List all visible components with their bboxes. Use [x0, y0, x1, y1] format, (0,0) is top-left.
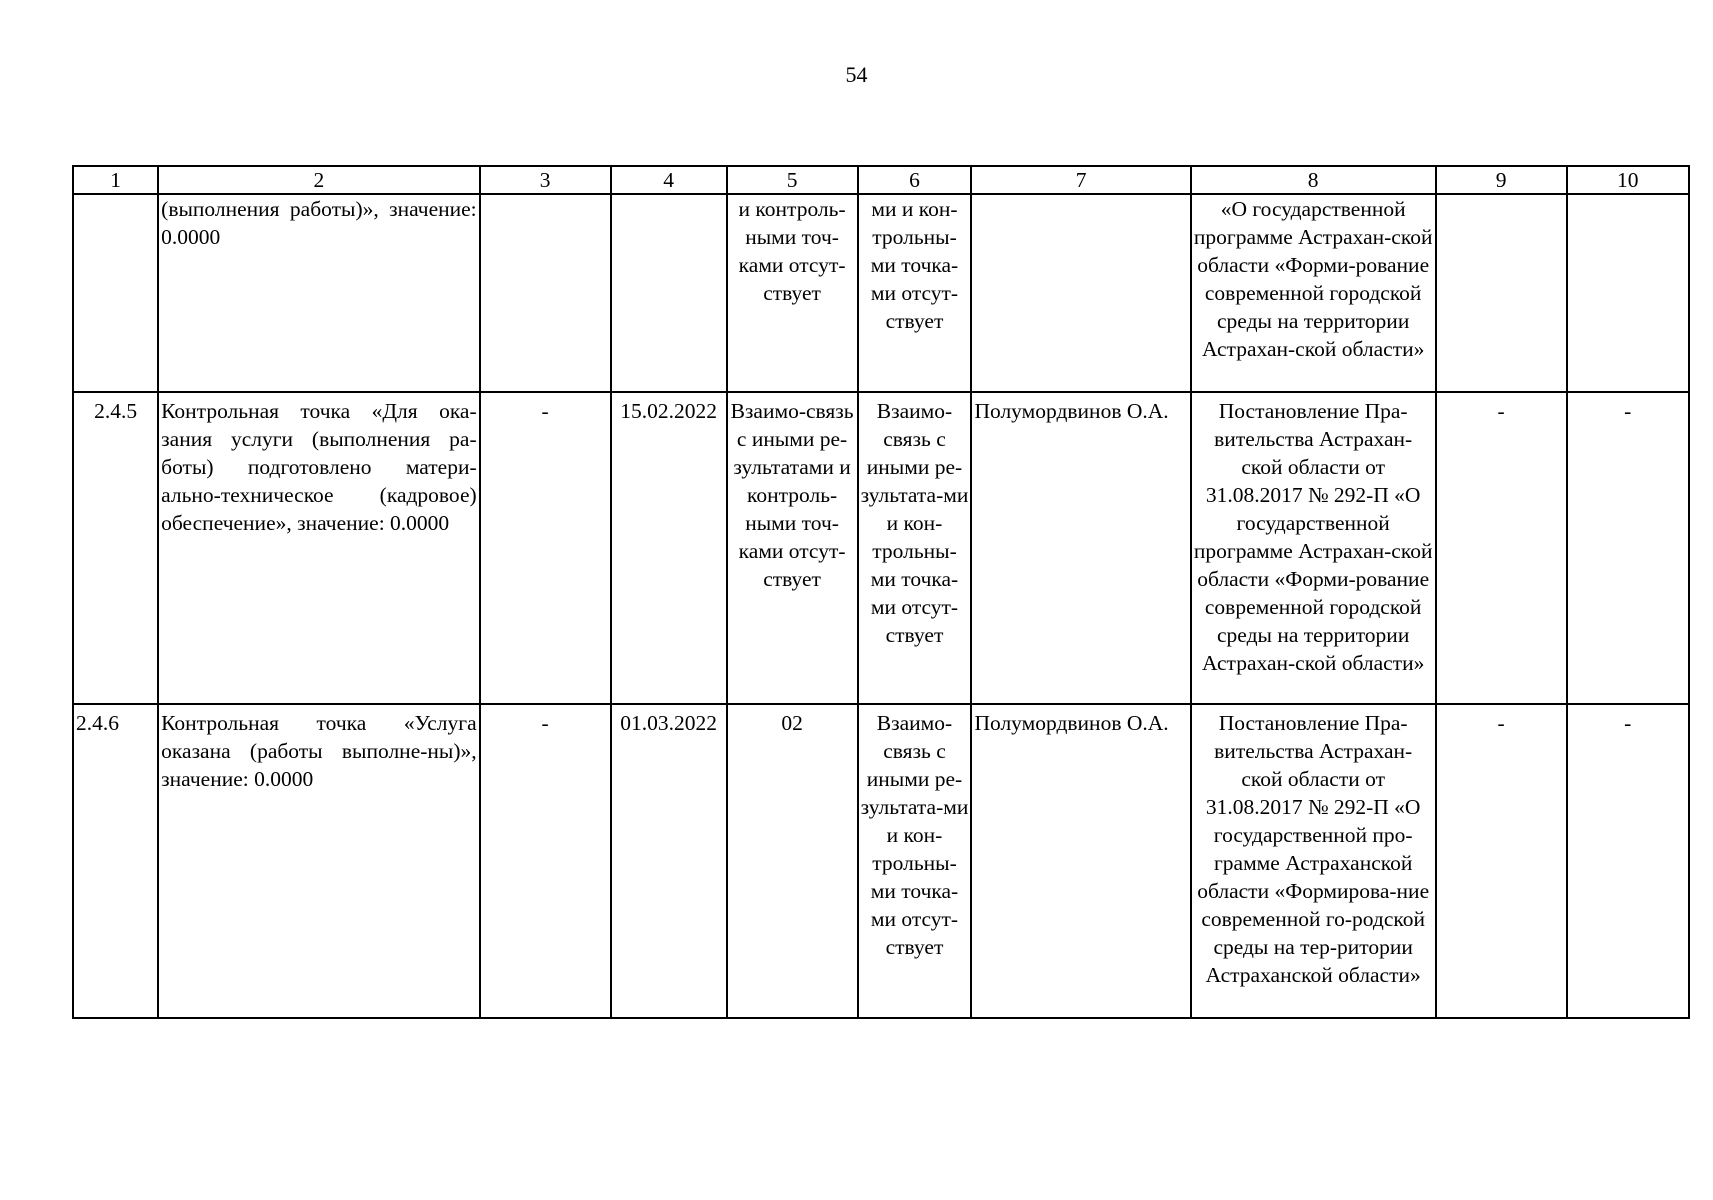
control-point-description: Контрольная точка «Для ока-зания услуги (выполнения ра-боты) подготовлено матери-ально-техническое (кадровое) обеспечение», значение: 0.0000 [158, 392, 479, 704]
column-header-8: 8 [1191, 166, 1436, 194]
cell-date [611, 194, 727, 392]
column-header-6: 6 [858, 166, 972, 194]
column-header-3: 3 [480, 166, 611, 194]
cell-date: 15.02.2022 [611, 392, 727, 704]
cell-responsible [971, 194, 1190, 392]
control-point-description: (выполнения работы)», значение: 0.0000 [158, 194, 479, 392]
cell-col6: Взаимо-связь с иными ре-зультата-ми и кон-трольны-ми точка-ми отсут-ствует [858, 392, 972, 704]
cell-col9: - [1436, 392, 1567, 704]
cell-document: «О государственной программе Астрахан-ской области «Форми-рование современной городской среды на территории Астрахан-ской области» [1191, 194, 1436, 392]
cell-responsible: Полумордвинов О.А. [971, 392, 1190, 704]
row-number: 2.4.5 [73, 392, 158, 704]
cell-col10: - [1567, 704, 1689, 1018]
table-row [73, 392, 1689, 704]
cell-col9: - [1436, 704, 1567, 1018]
table-row [73, 194, 1689, 392]
cell-col9 [1436, 194, 1567, 392]
row-number [73, 194, 158, 392]
column-header-10: 10 [1567, 166, 1689, 194]
page-number: 54 [845, 62, 868, 87]
column-number-header-row [73, 166, 1689, 194]
column-header-1: 1 [73, 166, 158, 194]
table-row [73, 704, 1689, 1018]
cell-col5: 02 [727, 704, 858, 1018]
cell-col3: - [480, 392, 611, 704]
column-header-9: 9 [1436, 166, 1567, 194]
cell-col5: Взаимо-связь с иными ре-зультатами и контроль-ными точ-ками отсут-ствует [727, 392, 858, 704]
cell-date: 01.03.2022 [611, 704, 727, 1018]
column-header-4: 4 [611, 166, 727, 194]
cell-col3: - [480, 704, 611, 1018]
cell-document: Постановление Пра-вительства Астрахан-ской области от 31.08.2017 № 292-П «О государственной про-грамме Астраханской области «Формирова-ние современной го-родской среды на тер-ритории Астраханской области» [1191, 704, 1436, 1018]
cell-col6: Взаимо-связь с иными ре-зультата-ми и кон-трольны-ми точка-ми отсут-ствует [858, 704, 972, 1018]
cell-document: Постановление Пра-вительства Астрахан-ской области от 31.08.2017 № 292-П «О государственной программе Астрахан-ской области «Форми-рование современной городской среды на территории Астрахан-ской области» [1191, 392, 1436, 704]
control-point-description: Контрольная точка «Услуга оказана (работы выполне-ны)», значение: 0.0000 [158, 704, 479, 1018]
column-header-7: 7 [971, 166, 1190, 194]
cell-col3 [480, 194, 611, 392]
cell-col6: ми и кон-трольны-ми точка-ми отсут-ствует [858, 194, 972, 392]
row-number: 2.4.6 [73, 704, 158, 1018]
column-header-5: 5 [727, 166, 858, 194]
program-table [72, 165, 1690, 1019]
cell-responsible: Полумордвинов О.А. [971, 704, 1190, 1018]
column-header-2: 2 [158, 166, 479, 194]
cell-col5: и контроль-ными точ-ками отсут-ствует [727, 194, 858, 392]
cell-col10: - [1567, 392, 1689, 704]
cell-col10 [1567, 194, 1689, 392]
